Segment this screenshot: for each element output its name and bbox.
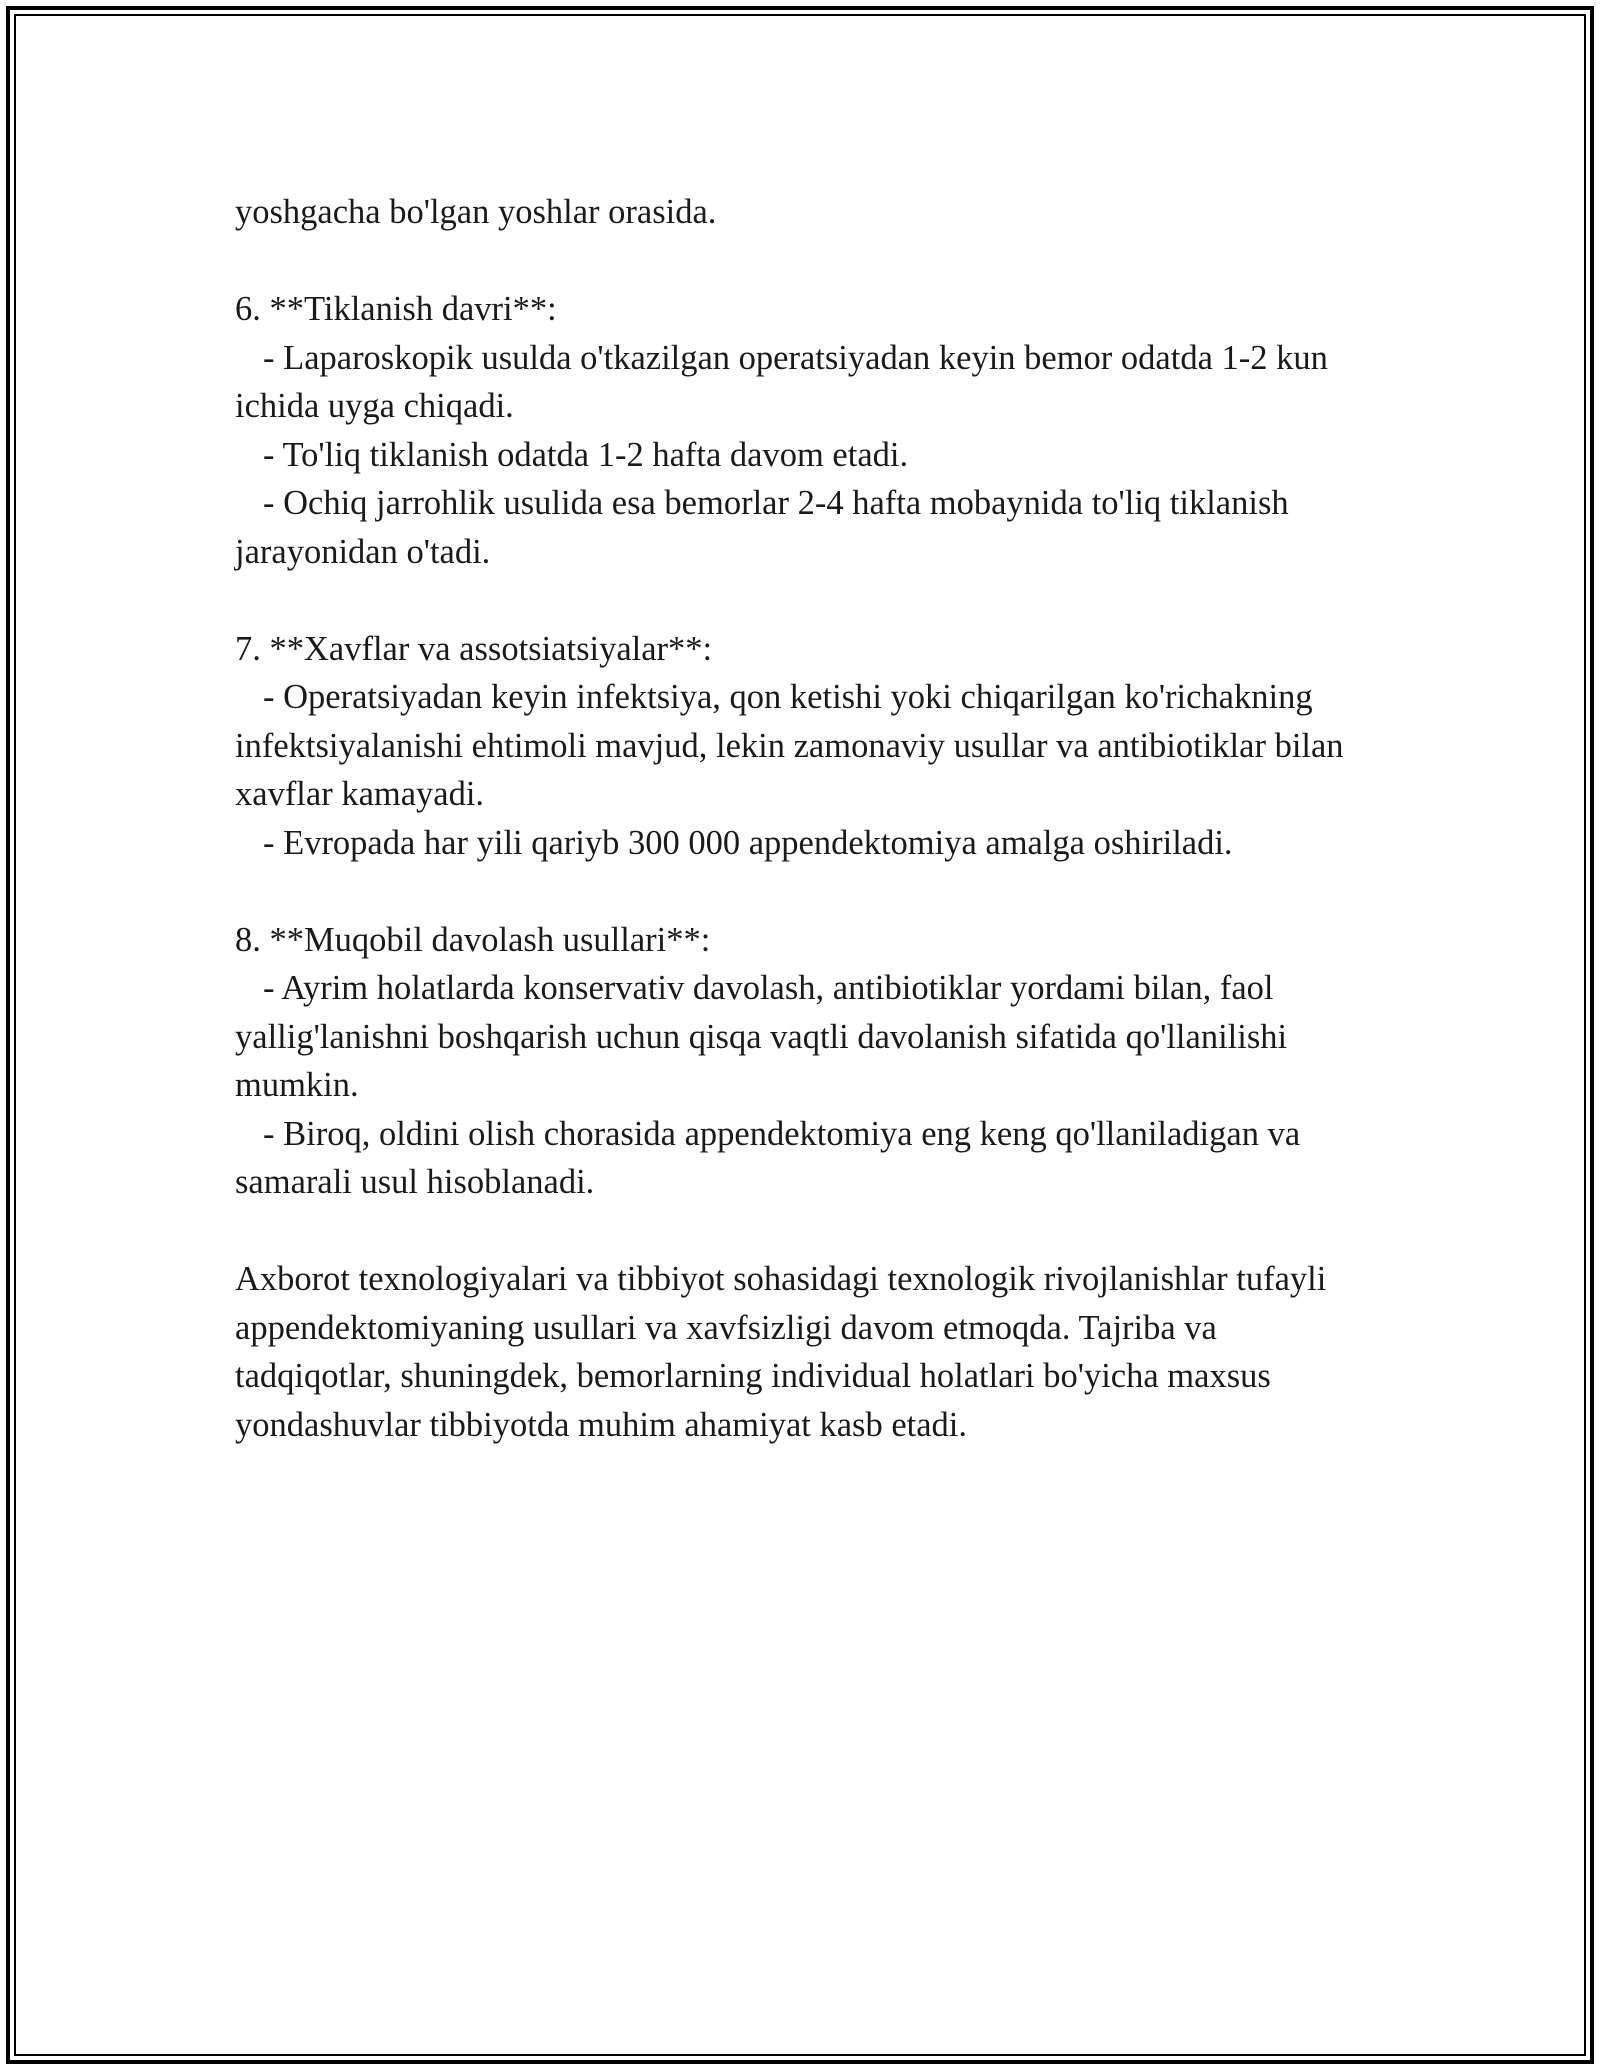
conclusion-paragraph: Axborot texnologiyalari va tibbiyot sohasidagi texnologik rivojlanishlar tufayli appendektomiyaning usullari va xavfsizligi davom etmoqda. Tajriba va tadqiqotlar, shuningdek, bemorlarning individual holatlari bo'yicha maxsus yondashuvlar tibbiyotda muhim ahamiyat kasb etadi. xyxy=(235,1260,1327,1444)
list-item: - Operatsiyadan keyin infektsiya, qon ketishi yoki chiqarilgan ko'richakning infektsiyalanishi ehtimoli mavjud, lekin zamonaviy usullar va antibiotiklar bilan xavflar kamayadi. xyxy=(235,678,1344,813)
section-alternatives xyxy=(235,916,1375,1207)
section-heading: 6. **Tiklanish davri**: xyxy=(235,290,557,328)
paragraph-gap xyxy=(235,1207,1375,1256)
intro-continuation: yoshgacha bo'lgan yoshlar orasida. xyxy=(235,193,717,231)
list-item: - To'liq tiklanish odatda 1-2 hafta davom etadi. xyxy=(263,435,909,474)
section-recovery xyxy=(235,285,1375,576)
section-heading: 8. **Muqobil davolash usullari**: xyxy=(235,920,711,959)
paragraph-gap xyxy=(235,237,1375,286)
section-risks xyxy=(235,625,1375,868)
section-heading: 7. **Xavflar va assotsiatsiyalar**: xyxy=(235,629,713,668)
list-item: - Laparoskopik usulda o'tkazilgan operatsiyadan keyin bemor odatda 1-2 kun ichida uyga chiqadi. xyxy=(235,338,1328,425)
paragraph-gap xyxy=(235,867,1375,916)
paragraph-gap xyxy=(235,576,1375,625)
list-item: - Ochiq jarrohlik usulida esa bemorlar 2-4 hafta mobaynida to'liq tiklanish jarayonidan o'tadi. xyxy=(235,484,1289,571)
document-body xyxy=(235,188,1375,1449)
list-item: - Biroq, oldini olish chorasida appendektomiya eng keng qo'llaniladigan va samarali usul hisoblanadi. xyxy=(235,1114,1301,1201)
list-item: - Evropada har yili qariyb 300 000 appendektomiya amalga oshiriladi. xyxy=(263,823,1233,862)
list-item: - Ayrim holatlarda konservativ davolash, antibiotiklar yordami bilan, faol yallig'lanishni boshqarish uchun qisqa vaqtli davolanish sifatida qo'llanilishi mumkin. xyxy=(235,969,1288,1104)
